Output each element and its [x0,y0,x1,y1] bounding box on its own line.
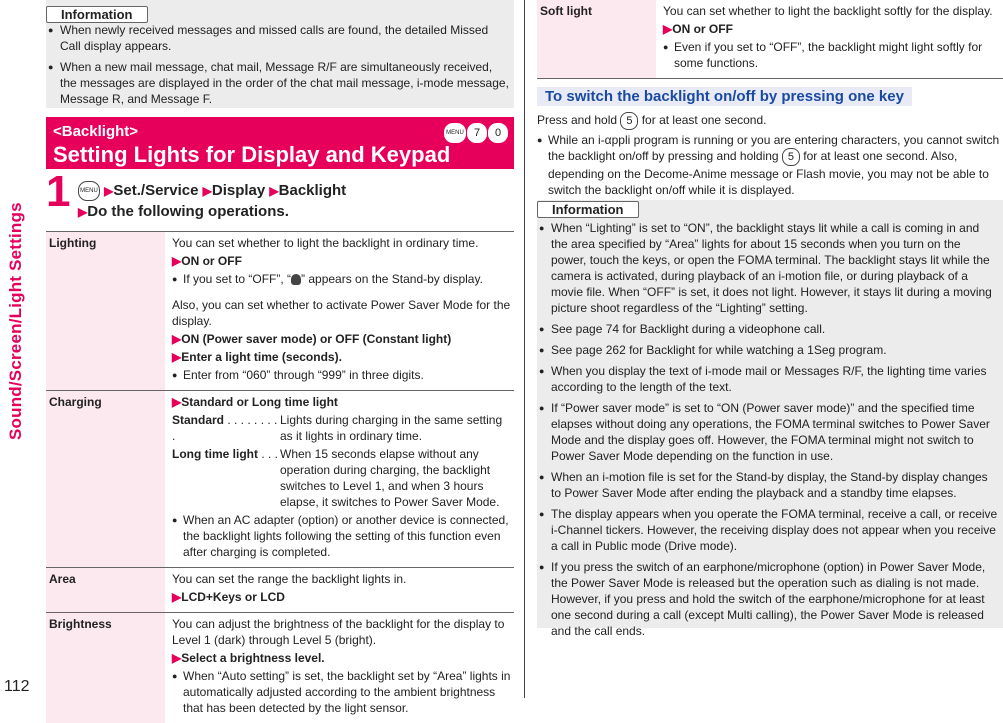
key-0-icon: 0 [488,123,508,143]
menu-key-icon: MENU [444,123,466,143]
desc-text: You can adjust the brightness of the backlight for the display to Level 1 (dark) through Level 5 (bright). [172,616,511,648]
switch-section-title: To switch the backlight on/off by pressing one key [537,87,912,106]
right-info-item: ● The display appears when you operate the FOMA terminal, receive a call, or receive i-Channel tickers. However, the receiving display does not appear when you receive a call in Public mode (Drive mode). [539,506,999,554]
left-info-list [48,22,510,107]
arrow-icon: ▶ [104,184,113,198]
setting-desc [165,232,514,391]
desc-text: Also, you can set whether to activate Power Saver Mode for the display. [172,297,511,329]
section-title: Setting Lights for Display and Keypad [53,142,450,168]
switch-text: Press and hold 5 for at least one second. [537,112,1003,130]
switch-note: ● While an i-αppli program is running or you are entering characters, you cannot switch the backlight on/off by pressing and holding 5 for at least one second. Also, depending on the Decome-Anime message or Flash movie, you may not be able to switch the backlight on/off while it is displayed. [537,132,1003,198]
option: ▶ON (Power saver mode) or OFF (Constant light) [172,331,511,347]
note: ● When an AC adapter (option) or another device is connected, the backlight lights following the setting of this function even after charging is completed. [172,512,511,560]
note: ● When “Auto setting” is set, the backlight set by “Area” lights in automatically adjusted according to the ambient brightness that has been detected by the light sensor. [172,668,511,716]
section-subtitle: <Backlight> [53,123,138,140]
path-item: Display [212,182,265,199]
desc-text: You can set the range the backlight lights in. [172,571,511,587]
setting-name: Soft light [537,0,656,78]
arrow-icon: ▶ [78,205,87,219]
desc-text: You can set whether to light the backlight in ordinary time. [172,235,511,251]
left-info-item: ● When a new mail message, chat mail, Message R/F are simultaneously received, the messages are displayed in the order of the chat mail message, i-mode message, Message R, and Message F. [48,59,510,107]
settings-table-cont [537,0,1003,78]
definition-row: Standard . . . . . . . . . Lights during charging in the same setting as it lights in ordinary time. [172,412,511,444]
right-info-item: ● When you display the text of i-mode mail or Messages R/F, the lighting time varies according to the length of the text. [539,363,999,395]
table-row [46,568,514,613]
right-info-item: ● When “Lighting” is set to “ON”, the backlight stays lit while a call is coming in and the area specified by “Area” lights for about 15 seconds when you turn on the power, touch the keys, or open the FOMA terminal. The backlight stays lit while the camera is activated, during playback of an i-motion file, or during playback of a movie file. When “OFF” is set, it does not light. However, it stays lit during a moving picture shoot regardless of the “Lighting” setting. [539,220,999,316]
table-row [46,391,514,568]
side-tab [0,0,40,698]
left-column [46,0,514,723]
note: ● Even if you set to “OFF”, the backlight might light softly for some functions. [663,39,1000,71]
definition-row: Long time light . . . When 15 seconds elapse without any operation during charging, the backlight switches to Level 1, and when 3 hours elapse, it switches to Power Saver Mode. [172,446,511,510]
setting-desc [656,0,1003,78]
key-7-icon: 7 [467,123,487,143]
right-info-item: ● See page 262 for Backlight for while watching a 1Seg program. [539,342,999,358]
option: ▶ON or OFF [172,253,511,269]
right-info-item: ● If “Power saver mode” is set to “ON (Power saver mode)” and the specified time elapses without doing any operations, the FOMA terminal switches to Power Saver Mode and the display goes off. However, the FOMA terminal might not switch to Power Saver Mode depending on the function in use. [539,400,999,464]
key-5-icon: 5 [620,112,638,130]
left-info-label: Information [46,6,148,23]
option: ▶Standard or Long time light [172,394,511,410]
switch-section [537,87,1003,198]
option: ▶Enter a light time (seconds). [172,349,511,365]
step-1 [46,173,514,225]
right-info-item: ● If you press the switch of an earphone/microphone (option) in Power Saver Mode, the Power Saver Mode is released but the operation such as dialing is not made. However, if you press and hold the switch of the earphone/microphone for at least one second during a call (except Multi calling), the Power Saver Mode is released and the call ends. [539,559,999,639]
setting-desc [165,568,514,613]
table-row [537,0,1003,78]
left-info-item: ● When newly received messages and missed calls are found, the detailed Missed Call display appears. [48,22,510,54]
arrow-icon: ▶ [203,184,212,198]
shortcut-keys [444,123,508,143]
option: ▶ON or OFF [663,21,1000,37]
section-header [46,117,514,169]
right-info-list [539,220,999,639]
step-instruction-text: Do the following operations. [87,203,289,220]
step-path [78,181,346,201]
right-info-box [537,200,1003,628]
setting-desc [165,391,514,568]
setting-name: Brightness [46,613,165,723]
table-row [46,232,514,391]
side-tab-label: Sound/Screen/Light Settings [6,202,26,440]
option: ▶LCD+Keys or LCD [172,589,511,605]
left-info-box [46,0,514,108]
desc-text: You can set whether to light the backlight softly for the display. [663,3,1000,19]
right-info-label: Information [537,201,639,218]
setting-name: Charging [46,391,165,568]
bulb-icon [291,274,301,285]
right-column [537,0,1003,198]
setting-desc [165,613,514,723]
step-instruction [78,203,289,220]
path-item: Set./Service [113,182,198,199]
setting-name: Lighting [46,232,165,391]
step-number: 1 [46,167,70,217]
arrow-icon: ▶ [269,184,278,198]
note: ● If you set to “OFF”, “ ” appears on the Stand-by display. [172,271,511,287]
right-info-item: ● See page 74 for Backlight during a videophone call. [539,321,999,337]
settings-table [46,231,514,723]
table-row [46,613,514,723]
option: ▶Select a brightness level. [172,650,511,666]
column-divider [524,0,525,698]
menu-key-icon: MENU [78,181,100,201]
setting-name: Area [46,568,165,613]
page-number: 112 [4,678,30,696]
path-item: Backlight [279,182,347,199]
key-5-icon: 5 [782,148,800,166]
right-info-item: ● When an i-motion file is set for the Stand-by display, the Stand-by display changes to Power Saver Mode after ending the playback and a standby time elapses. [539,469,999,501]
note: ● Enter from “060” through “999” in three digits. [172,367,511,383]
